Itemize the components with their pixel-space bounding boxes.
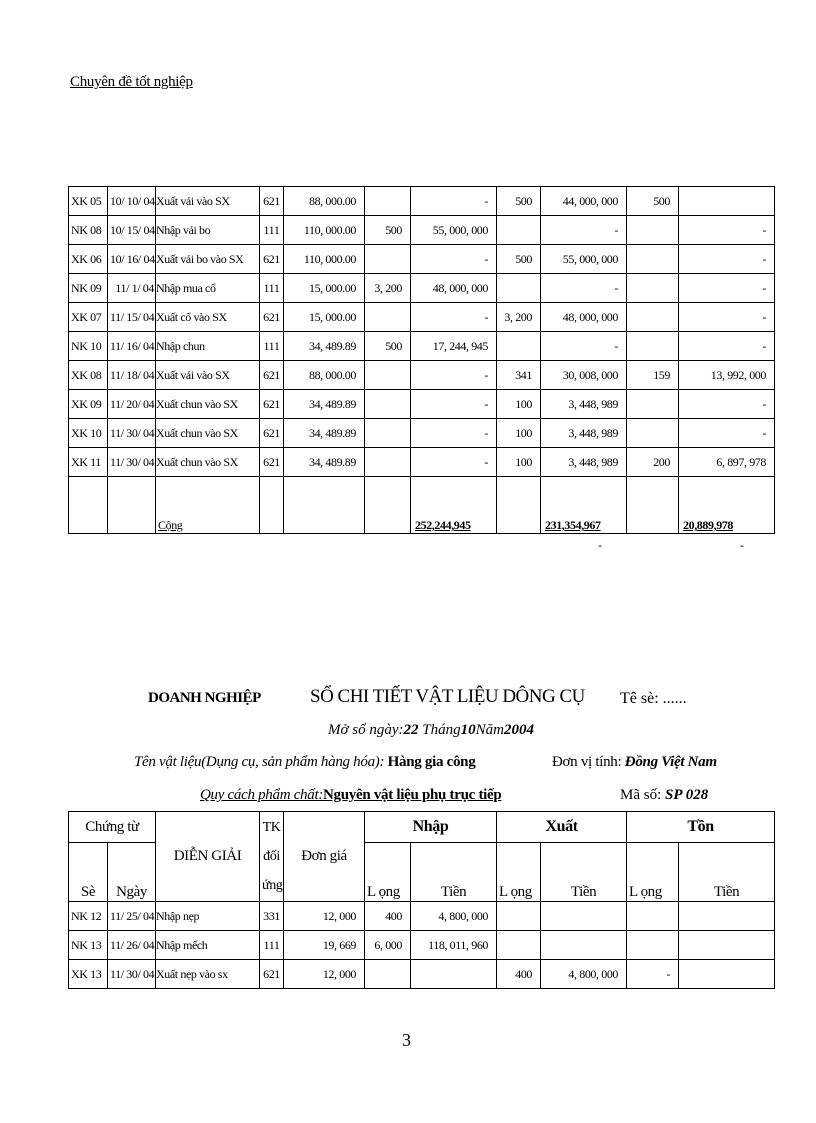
cell-xuat-tien: 44, 000, 000: [541, 187, 627, 216]
cell-nhap-sl: 400: [365, 902, 411, 931]
cell-xuat-tien: -: [541, 216, 627, 245]
cell-nhap-tien: -: [411, 361, 497, 390]
table-row: [69, 448, 775, 477]
cell-nhap-tien: 48, 000, 000: [411, 274, 497, 303]
cell-tk: 621: [260, 361, 284, 390]
sheet-number: Tê sè: ......: [620, 690, 687, 707]
cell-tk: 621: [260, 419, 284, 448]
cell-tk: 331: [260, 902, 284, 931]
cell-don-gia: 15, 000.00: [284, 274, 365, 303]
cell-ngay: 11/ 18/ 04: [108, 361, 156, 390]
cell-nhap-tien: 4, 800, 000: [411, 902, 497, 931]
cell-ton-sl: [627, 216, 679, 245]
cell-nhap-tien: -: [411, 187, 497, 216]
enterprise-label: DOANH NGHIỆP: [148, 690, 261, 706]
cell-ton-sl: 200: [627, 448, 679, 477]
cell-ngay: 10/ 16/ 04: [108, 245, 156, 274]
table-row: [69, 960, 775, 989]
cell-dien-giai: Xuất chun vào SX: [156, 448, 260, 477]
cell-tk: 621: [260, 960, 284, 989]
table-row: [69, 303, 775, 332]
page-number: 3: [402, 1030, 411, 1050]
cell-ton-tien: [679, 931, 775, 960]
cell-tk: 111: [260, 332, 284, 361]
cell-nhap-tien: [411, 960, 497, 989]
cell-dien-giai: Xuất nẹp vào sx: [156, 960, 260, 989]
total-xuat-tien: 231,354,967: [541, 477, 627, 534]
quality-spec: [200, 787, 501, 804]
cell-dien-giai: Xuất vải bo vào SX: [156, 245, 260, 274]
cell-xuat-sl: 100: [497, 419, 541, 448]
cell-ngay: 11/ 26/ 04: [108, 931, 156, 960]
cell-so: NK 09: [69, 274, 108, 303]
cell-ton-sl: [627, 245, 679, 274]
table-row: [69, 216, 775, 245]
cell-so: XK 06: [69, 245, 108, 274]
cell-xuat-tien: 48, 000, 000: [541, 303, 627, 332]
open-month: 10: [460, 722, 476, 738]
cell-xuat-tien: 30, 008, 000: [541, 361, 627, 390]
quality-spec-label: Quy cách phẩm chất:: [200, 787, 324, 803]
cell-xuat-sl: 500: [497, 245, 541, 274]
cell-don-gia: 15, 000.00: [284, 303, 365, 332]
cell-nhap-sl: 6, 000: [365, 931, 411, 960]
cell-so: XK 07: [69, 303, 108, 332]
cell-nhap-sl: [365, 390, 411, 419]
table-row: [69, 902, 775, 931]
col-ton-luong: L ọng: [627, 843, 679, 902]
cell-ngay: 10/ 15/ 04: [108, 216, 156, 245]
cell-ton-tien: 13, 992, 000: [679, 361, 775, 390]
cell-don-gia: 34, 489.89: [284, 448, 365, 477]
cell-so: XK 10: [69, 419, 108, 448]
cell-ngay: 10/ 10/ 04: [108, 187, 156, 216]
cell-ton-sl: [627, 390, 679, 419]
cell-nhap-sl: [365, 187, 411, 216]
col-nhap-luong: L ọng: [365, 843, 411, 902]
table-row: [69, 332, 775, 361]
open-year-label: Năm: [475, 722, 504, 738]
cell-so: XK 08: [69, 361, 108, 390]
cell-ton-sl: -: [627, 960, 679, 989]
cell-so: NK 12: [69, 902, 108, 931]
cell-so: NK 08: [69, 216, 108, 245]
col-xuat: Xuất: [497, 812, 627, 843]
open-month-label: Tháng: [422, 722, 461, 738]
cell-xuat-sl: 100: [497, 448, 541, 477]
cell-nhap-tien: -: [411, 419, 497, 448]
cell-so: XK 11: [69, 448, 108, 477]
cell-ton-tien: [679, 960, 775, 989]
cell-ton-sl: [627, 274, 679, 303]
cell-dien-giai: Nhập mua cổ: [156, 274, 260, 303]
ledger-table-2: [68, 811, 775, 989]
cell-ton-sl: [627, 902, 679, 931]
cell-dien-giai: Nhập mếch: [156, 931, 260, 960]
cell-ton-tien: -: [679, 274, 775, 303]
cell-xuat-tien: -: [541, 274, 627, 303]
total-nhap-tien: 252,244,945: [411, 477, 497, 534]
cell-tk: 621: [260, 390, 284, 419]
cell-nhap-tien: -: [411, 390, 497, 419]
cell-so: XK 05: [69, 187, 108, 216]
cell-xuat-sl: [497, 274, 541, 303]
cell-so: XK 09: [69, 390, 108, 419]
cell-don-gia: 12, 000: [284, 902, 365, 931]
cell-don-gia: 34, 489.89: [284, 390, 365, 419]
col-xuat-tien: Tiền: [541, 843, 627, 902]
cell-xuat-sl: 100: [497, 390, 541, 419]
cell-xuat-sl: 500: [497, 187, 541, 216]
col-ngay: Ngày: [108, 843, 156, 902]
cell-tk: 621: [260, 448, 284, 477]
cell-nhap-sl: [365, 303, 411, 332]
quality-spec-value: Nguyên vật liệu phụ trục tiếp: [323, 787, 502, 803]
ledger-table-1-body: [69, 187, 775, 477]
col-ton: Tồn: [627, 812, 775, 843]
cell-dien-giai: Xuất chun vào SX: [156, 390, 260, 419]
tail-mark: -: [598, 538, 602, 552]
cell-xuat-tien: 3, 448, 989: [541, 448, 627, 477]
cell-nhap-tien: -: [411, 448, 497, 477]
cell-ngay: 11/ 20/ 04: [108, 390, 156, 419]
cell-don-gia: 19, 669: [284, 931, 365, 960]
cell-xuat-tien: -: [541, 332, 627, 361]
cell-don-gia: 88, 000.00: [284, 187, 365, 216]
cell-ton-sl: 159: [627, 361, 679, 390]
open-date-label: Mở sổ ngày:: [328, 722, 404, 738]
cell-ngay: 11/ 1/ 04: [108, 274, 156, 303]
col-xuat-luong: L ọng: [497, 843, 541, 902]
material-name-label: Tên vật liệu(Dụng cụ, sản phẩm hàng hóa):: [134, 754, 385, 770]
cell-ton-sl: 500: [627, 187, 679, 216]
cell-xuat-sl: 341: [497, 361, 541, 390]
cell-tk: 111: [260, 274, 284, 303]
col-dien-giai: DIỄN GIẢI: [156, 812, 260, 902]
cell-so: NK 13: [69, 931, 108, 960]
cell-tk: 621: [260, 303, 284, 332]
cell-tk: 621: [260, 245, 284, 274]
cell-xuat-sl: 3, 200: [497, 303, 541, 332]
cell-ngay: 11/ 30/ 04: [108, 419, 156, 448]
cell-tk: 111: [260, 216, 284, 245]
total-label: Cộng: [156, 477, 260, 534]
cell-dien-giai: Nhập vải bo: [156, 216, 260, 245]
cell-xuat-tien: 3, 448, 989: [541, 390, 627, 419]
cell-nhap-tien: 17, 244, 945: [411, 332, 497, 361]
code-label: Mã số:: [620, 787, 662, 803]
cell-ton-tien: -: [679, 245, 775, 274]
cell-ton-sl: [627, 332, 679, 361]
cell-xuat-sl: [497, 931, 541, 960]
cell-nhap-sl: [365, 245, 411, 274]
cell-ton-sl: [627, 419, 679, 448]
cell-don-gia: 34, 489.89: [284, 332, 365, 361]
cell-nhap-tien: 118, 011, 960: [411, 931, 497, 960]
cell-ton-tien: -: [679, 303, 775, 332]
open-date: [328, 722, 534, 739]
cell-xuat-tien: 3, 448, 989: [541, 419, 627, 448]
cell-ton-tien: -: [679, 419, 775, 448]
total-row: [69, 477, 775, 534]
col-chung-tu: Chứng từ: [69, 812, 156, 843]
cell-don-gia: 34, 489.89: [284, 419, 365, 448]
table-row: [69, 245, 775, 274]
cell-nhap-sl: 500: [365, 216, 411, 245]
table-row: [69, 931, 775, 960]
col-ton-tien: Tiền: [679, 843, 775, 902]
cell-xuat-tien: [541, 902, 627, 931]
cell-dien-giai: Nhập chun: [156, 332, 260, 361]
table-row: [69, 187, 775, 216]
cell-ton-tien: -: [679, 216, 775, 245]
cell-don-gia: 12, 000: [284, 960, 365, 989]
cell-nhap-tien: -: [411, 245, 497, 274]
col-don-gia: Đơn giá: [284, 812, 365, 902]
open-year: 2004: [503, 722, 534, 738]
table-row: [69, 390, 775, 419]
cell-ton-sl: [627, 931, 679, 960]
cell-ngay: 11/ 25/ 04: [108, 902, 156, 931]
cell-nhap-sl: [365, 960, 411, 989]
cell-dien-giai: Xuất cổ vào SX: [156, 303, 260, 332]
table-row: [69, 274, 775, 303]
cell-ton-tien: -: [679, 332, 775, 361]
table-row: [69, 361, 775, 390]
table2-header-row-1: [69, 812, 775, 843]
cell-xuat-tien: 4, 800, 000: [541, 960, 627, 989]
unit-value: Đồng Việt Nam: [624, 754, 717, 770]
cell-tk: 621: [260, 187, 284, 216]
cell-ngay: 11/ 16/ 04: [108, 332, 156, 361]
cell-nhap-sl: [365, 448, 411, 477]
cell-nhap-tien: -: [411, 303, 497, 332]
cell-xuat-tien: 55, 000, 000: [541, 245, 627, 274]
col-tk: TK đối ứng: [260, 812, 284, 902]
cell-ngay: 11/ 30/ 04: [108, 960, 156, 989]
cell-so: XK 13: [69, 960, 108, 989]
cell-tk: 111: [260, 931, 284, 960]
cell-nhap-sl: 3, 200: [365, 274, 411, 303]
ledger-title: SỔ CHI TIẾT VẬT LIỆU DÔNG CỤ: [310, 686, 585, 707]
col-so: Sè: [69, 843, 108, 902]
cell-don-gia: 110, 000.00: [284, 216, 365, 245]
cell-ngay: 11/ 15/ 04: [108, 303, 156, 332]
cell-nhap-sl: 500: [365, 332, 411, 361]
cell-dien-giai: Xuất chun vào SX: [156, 419, 260, 448]
col-nhap-tien: Tiền: [411, 843, 497, 902]
cell-xuat-sl: [497, 216, 541, 245]
cell-xuat-sl: 400: [497, 960, 541, 989]
tail-mark: -: [740, 538, 744, 552]
cell-nhap-sl: [365, 361, 411, 390]
cell-don-gia: 88, 000.00: [284, 361, 365, 390]
unit: [552, 754, 717, 771]
total-ton-tien: 20,889,978: [679, 477, 775, 534]
cell-nhap-tien: 55, 000, 000: [411, 216, 497, 245]
cell-ton-tien: [679, 187, 775, 216]
cell-xuat-sl: [497, 902, 541, 931]
cell-ngay: 11/ 30/ 04: [108, 448, 156, 477]
open-day: 22: [403, 722, 419, 738]
ledger-table-2-body: [69, 902, 775, 989]
material-name: [134, 754, 475, 771]
ledger-table-1: [68, 186, 775, 534]
cell-so: NK 10: [69, 332, 108, 361]
cell-ton-tien: 6, 897, 978: [679, 448, 775, 477]
code: [620, 787, 708, 804]
material-name-value: Hàng gia công: [387, 754, 476, 770]
cell-xuat-sl: [497, 332, 541, 361]
cell-dien-giai: Nhập nẹp: [156, 902, 260, 931]
col-nhap: Nhập: [365, 812, 497, 843]
cell-ton-sl: [627, 303, 679, 332]
cell-nhap-sl: [365, 419, 411, 448]
cell-dien-giai: Xuất vải vào SX: [156, 361, 260, 390]
cell-dien-giai: Xuất vải vào SX: [156, 187, 260, 216]
cell-ton-tien: -: [679, 390, 775, 419]
unit-label: Đơn vị tính:: [552, 754, 622, 770]
cell-don-gia: 110, 000.00: [284, 245, 365, 274]
document-header: Chuyên đề tốt nghiệp: [70, 74, 193, 90]
code-value: SP 028: [665, 787, 709, 803]
cell-ton-tien: [679, 902, 775, 931]
cell-xuat-tien: [541, 931, 627, 960]
table-row: [69, 419, 775, 448]
